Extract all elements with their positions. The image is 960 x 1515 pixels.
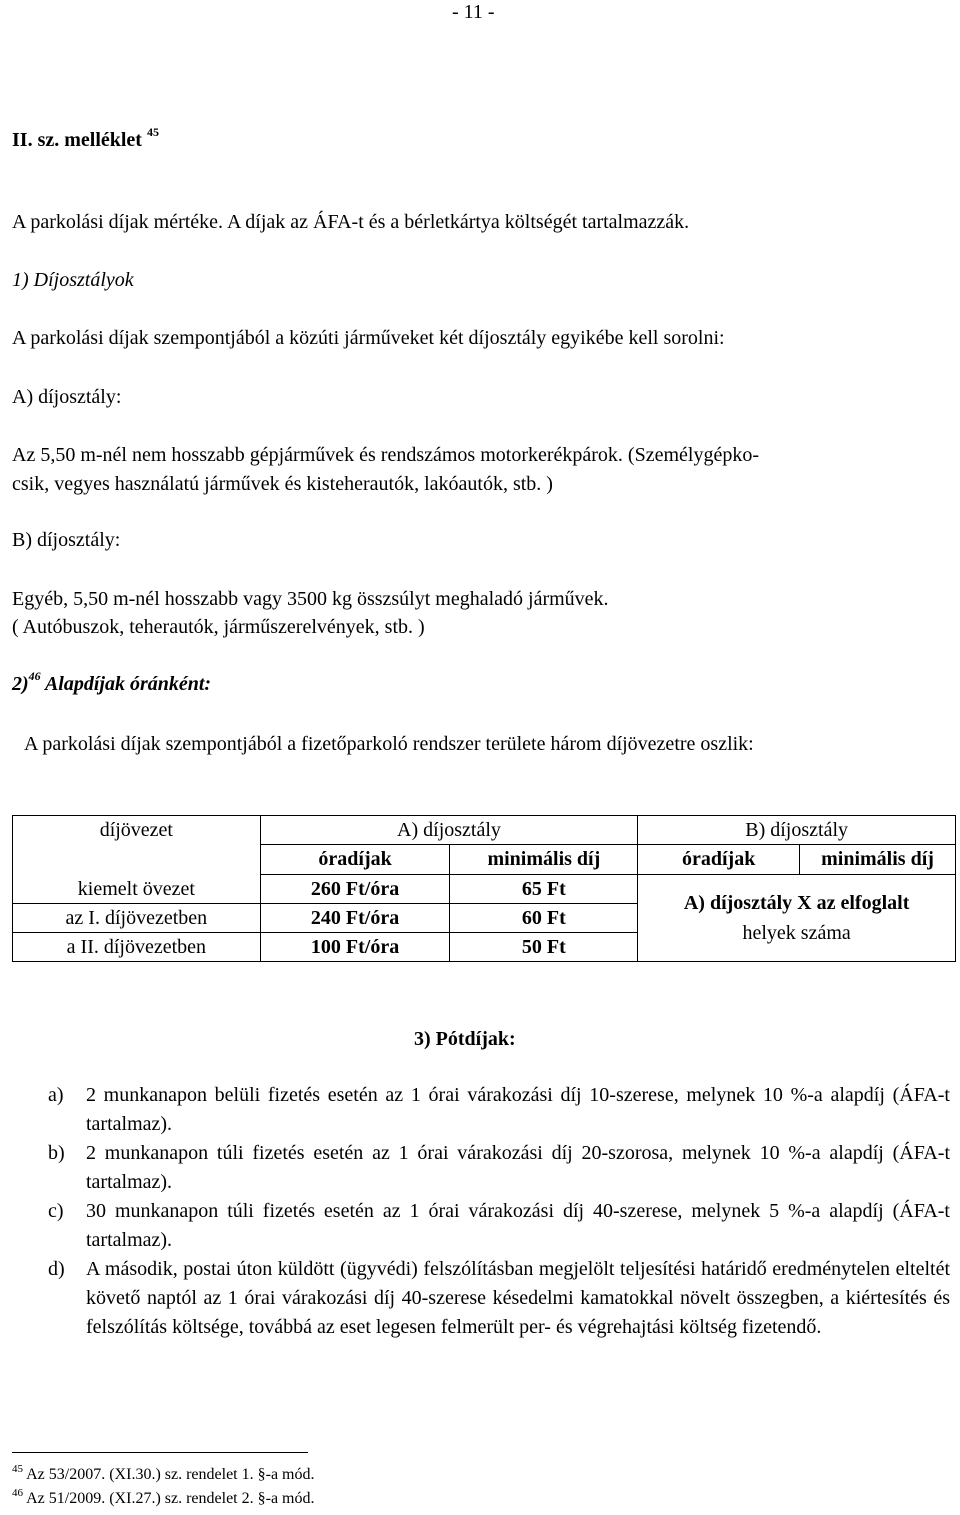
footnote-text: Az 53/2007. (XI.30.) sz. rendelet 1. §-a mód.: [26, 1466, 315, 1483]
sub-min-b: minimális díj: [800, 845, 956, 875]
class-a-line2: csik, vegyes használatú járművek és kisteherautók, lakóautók, stb. ): [12, 473, 553, 495]
footnote-text: Az 51/2009. (XI.27.) sz. rendelet 2. §-a mód.: [26, 1490, 315, 1507]
table-row: [13, 875, 956, 904]
col-zone-header: díjövezet: [13, 816, 261, 845]
section2-heading: [12, 669, 212, 696]
list-item-text: 2 munkanapon túli fizetés esetén az 1 órai várakozási díj 20-szorosa, melynek 10 %-a alapdíj (ÁFA-t tartalmaz).: [86, 1142, 950, 1193]
class-a-line1: Az 5,50 m-nél nem hosszabb gépjárművek és rendszámos motorkerékpárok. (Személygépko-: [12, 444, 759, 466]
list-item-label: c): [48, 1200, 64, 1222]
hourly-cell: 260 Ft/óra: [260, 875, 450, 904]
footnote-num: 46: [12, 1487, 23, 1499]
class-b-label: B) díjosztály:: [12, 529, 121, 551]
list-item: [48, 1255, 950, 1342]
fee-table-header-row: [13, 816, 956, 845]
sub-hourly-b: óradíjak: [638, 845, 800, 875]
section3-heading: 3) Pótdíjak:: [414, 1028, 516, 1050]
class-b-line2: ( Autóbuszok, teherautók, járműszerelvények, stb. ): [12, 616, 425, 638]
b-value-normal: helyek száma: [742, 922, 851, 944]
page-number: - 11 -: [452, 1, 495, 23]
minimum-cell: 65 Ft: [450, 875, 638, 904]
zone-cell: kiemelt övezet: [13, 875, 261, 904]
annex-footnote-ref: 45: [146, 125, 159, 139]
col-b-header: B) díjosztály: [638, 816, 956, 845]
annex-title: [12, 125, 159, 152]
minimum-cell: 50 Ft: [450, 933, 638, 962]
class-b-line1: Egyéb, 5,50 m-nél hosszabb vagy 3500 kg összsúlyt meghaladó járművek.: [12, 588, 609, 610]
section1-heading: 1) Díjosztályok: [12, 269, 134, 291]
sub-hourly-a: óradíjak: [260, 845, 450, 875]
list-item: [48, 1139, 950, 1197]
footnote-45: [12, 1463, 315, 1484]
section2-title: Alapdíjak óránként:: [44, 673, 212, 695]
col-a-header: A) díjosztály: [260, 816, 638, 845]
footnote-46: [12, 1487, 315, 1508]
class-a-label: A) díjosztály:: [12, 386, 122, 408]
hourly-cell: 100 Ft/óra: [260, 933, 450, 962]
list-item-label: a): [48, 1084, 64, 1106]
minimum-cell: 60 Ft: [450, 904, 638, 933]
section2-text: A parkolási díjak szempontjából a fizetőparkoló rendszer területe három díjövezetre oszlik:: [24, 733, 754, 755]
fee-table: [12, 815, 956, 962]
list-item-label: d): [48, 1258, 65, 1280]
b-class-value: [638, 875, 956, 962]
section2-footnote-ref: 46: [28, 669, 41, 683]
zone-header-cont: [13, 845, 261, 875]
zone-cell: a II. díjövezetben: [13, 933, 261, 962]
section2-number: 2): [12, 673, 29, 695]
intro-text: A parkolási díjak mértéke. A díjak az ÁFA-t és a bérletkártya költségét tartalmazzák.: [12, 211, 690, 233]
list-item-label: b): [48, 1142, 65, 1164]
list-item: [48, 1197, 950, 1255]
annex-title-text: II. sz. melléklet: [12, 129, 142, 151]
sub-min-a: minimális díj: [450, 845, 638, 875]
section1-text: A parkolási díjak szempontjából a közúti járműveket két díjosztály egyikébe kell sorolni:: [12, 327, 725, 349]
list-item: [48, 1081, 950, 1139]
hourly-cell: 240 Ft/óra: [260, 904, 450, 933]
footnote-num: 45: [12, 1463, 23, 1475]
list-item-text: A második, postai úton küldött (ügyvédi) felszólításban megjelölt teljesítési határidő eredménytelen elteltét követő naptól az 1 órai várakozási díj 40-szerese késedelmi kamatokkal növelt összegben, a kiértesítés és felszólítás költsége, továbbá az eset legesen felmerült per- és végrehajtási költség fizetendő.: [86, 1258, 950, 1338]
b-value-bold: A) díjosztály X az elfoglalt: [683, 892, 910, 914]
list-item-text: 2 munkanapon belüli fizetés esetén az 1 órai várakozási díj 10-szerese, melynek 10 %-a alapdíj (ÁFA-t tartalmaz).: [86, 1084, 950, 1135]
footnote-divider: [12, 1452, 308, 1453]
fee-table-subheader-row: [13, 845, 956, 875]
list-item-text: 30 munkanapon túli fizetés esetén az 1 órai várakozási díj 40-szerese, melynek 5 %-a alapdíj (ÁFA-t tartalmaz).: [86, 1200, 950, 1251]
zone-cell: az I. díjövezetben: [13, 904, 261, 933]
